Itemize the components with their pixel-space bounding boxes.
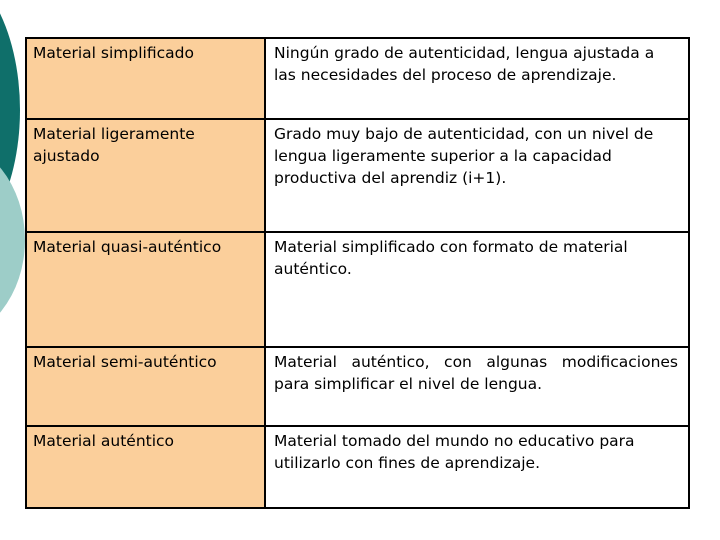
term-cell: Material auténtico: [27, 426, 265, 507]
description-cell: Material simplificado con formato de material auténtico.: [265, 232, 688, 347]
table-row: [27, 232, 688, 347]
description-cell: Material tomado del mundo no educativo para utilizarlo con fines de aprendizaje.: [265, 426, 688, 507]
table-row: [27, 119, 688, 232]
table-row: [27, 39, 688, 119]
table-row: [27, 426, 688, 507]
term-cell: Material simplificado: [27, 39, 265, 119]
term-cell: Material semi-auténtico: [27, 347, 265, 426]
material-authenticity-table: [25, 37, 690, 509]
authenticity-table: [27, 39, 688, 507]
description-cell: Material auténtico, con algunas modificaciones para simplificar el nivel de lengua.: [265, 347, 688, 426]
description-cell: Ningún grado de autenticidad, lengua ajustada a las necesidades del proceso de aprendizaje.: [265, 39, 688, 119]
term-cell: Material ligeramente ajustado: [27, 119, 265, 232]
table-row: [27, 347, 688, 426]
description-cell: Grado muy bajo de autenticidad, con un nivel de lengua ligeramente superior a la capacidad productiva del aprendiz (i+1).: [265, 119, 688, 232]
term-cell: Material quasi-auténtico: [27, 232, 265, 347]
